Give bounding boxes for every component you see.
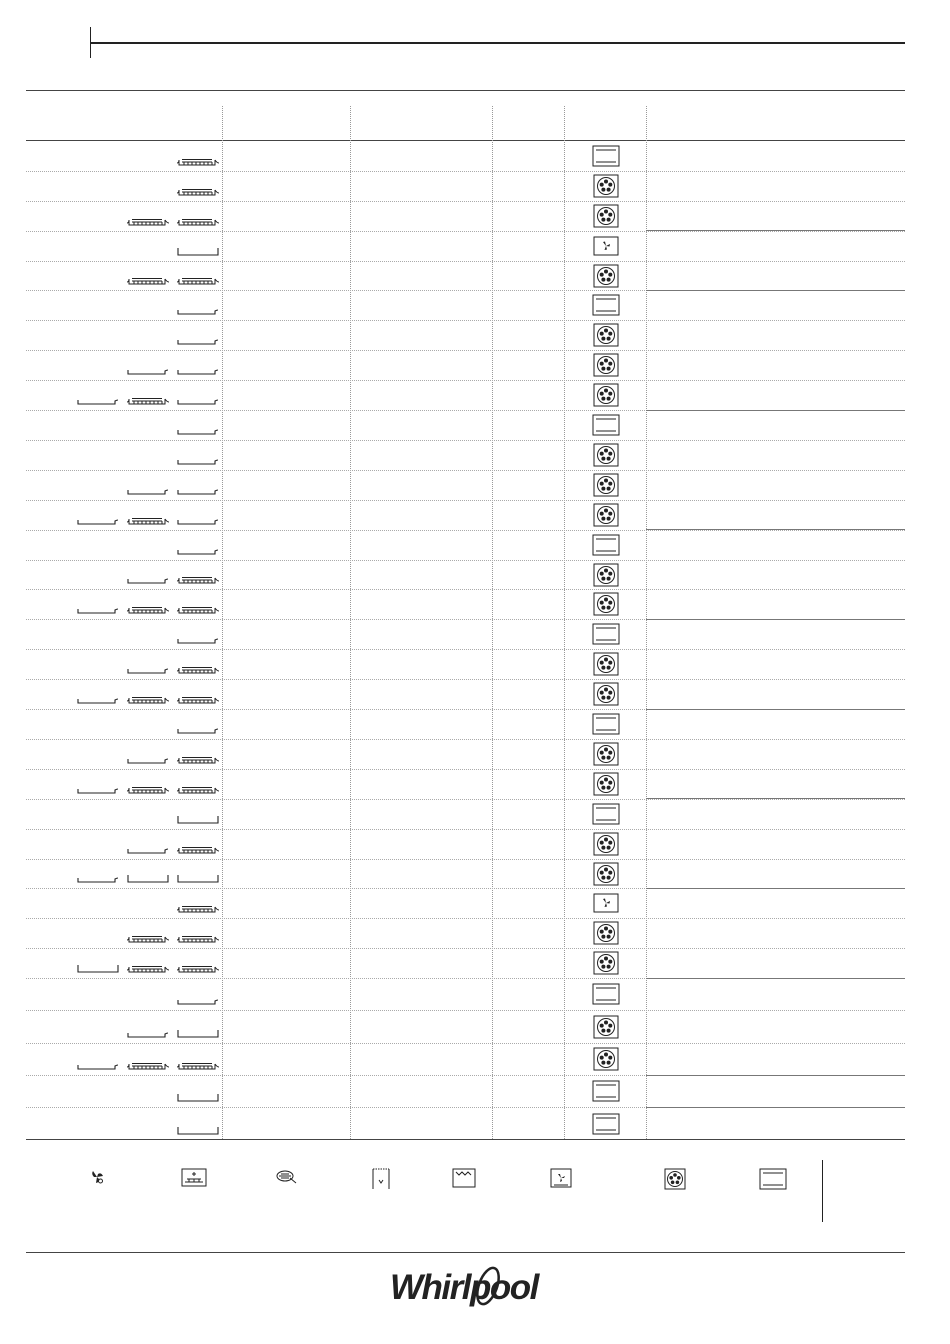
function-cell [565, 1107, 647, 1139]
wire-shelf-icon [127, 934, 169, 944]
table-row [26, 560, 905, 590]
accessory-cell [26, 829, 219, 859]
conventional-heat-icon [592, 713, 620, 735]
accessory-cell [26, 889, 219, 919]
convection-bake-icon [593, 236, 619, 256]
baking-tray-icon [127, 1031, 169, 1039]
baking-tray-icon [127, 757, 169, 765]
wire-shelf-icon [177, 1061, 219, 1071]
wire-shelf-icon [177, 217, 219, 227]
accessory-cell [26, 530, 219, 560]
function-cell [565, 889, 647, 919]
group-divider [646, 1075, 905, 1076]
accessory-cell [26, 948, 219, 978]
accessory-cell [26, 709, 219, 739]
conventional-heat-icon [592, 294, 620, 316]
function-cell [565, 201, 647, 231]
forced-air-icon [593, 353, 619, 377]
function-cell [565, 799, 647, 829]
wire-shelf-icon [127, 217, 169, 227]
accessory-cell [26, 560, 219, 590]
table-row [26, 320, 905, 350]
baking-tray-icon [177, 637, 219, 645]
accessory-cell [26, 769, 219, 799]
svg-text:Whirlpool: Whirlpool [390, 1268, 538, 1307]
group-divider [646, 529, 905, 530]
wire-shelf-icon [127, 396, 169, 406]
table-row [26, 619, 905, 649]
forced-air-icon [593, 772, 619, 796]
table-row [26, 889, 905, 919]
header-rule [91, 42, 905, 44]
baking-tray-icon [177, 518, 219, 526]
accessory-cell [26, 440, 219, 470]
wire-shelf-icon [177, 695, 219, 705]
conventional-heat-icon [592, 534, 620, 556]
forced-air-icon [593, 473, 619, 497]
group-divider [646, 978, 905, 979]
conventional-heat-icon [592, 145, 620, 167]
accessory-cell [26, 799, 219, 829]
wire-shelf-icon [177, 785, 219, 795]
table-row [26, 171, 905, 201]
symbol-legend [0, 1160, 950, 1222]
function-cell [565, 619, 647, 649]
table-row [26, 530, 905, 560]
baking-tray-icon [77, 787, 119, 795]
convection-bake-icon [593, 893, 619, 913]
baking-tray-icon [177, 308, 219, 316]
group-divider [646, 619, 905, 620]
accessory-cell [26, 350, 219, 380]
function-cell [565, 709, 647, 739]
table-row [26, 1043, 905, 1075]
conventional-heat-icon [592, 803, 620, 825]
baking-tray-icon [127, 488, 169, 496]
table-row [26, 141, 905, 171]
accessory-cell [26, 859, 219, 889]
function-cell [565, 679, 647, 709]
baking-tray-icon [77, 518, 119, 526]
function-cell [565, 739, 647, 769]
group-divider [646, 230, 905, 231]
baking-tray-icon [77, 398, 119, 406]
table-row [26, 709, 905, 739]
forced-air-icon [593, 1015, 619, 1039]
function-cell [565, 649, 647, 679]
table-row [26, 440, 905, 470]
table-row [26, 590, 905, 620]
conventional-heat-icon [592, 1113, 620, 1135]
table-row [26, 380, 905, 410]
table-row [26, 799, 905, 829]
footer-rule [26, 1252, 905, 1253]
forced-air-icon [593, 563, 619, 587]
function-cell [565, 410, 647, 440]
wire-shelf-icon [127, 695, 169, 705]
accessory-cell [26, 918, 219, 948]
function-cell [565, 1043, 647, 1075]
baking-tray-icon [177, 398, 219, 406]
forced-air-icon [593, 174, 619, 198]
drip-pan-icon [127, 874, 169, 884]
table-row [26, 231, 905, 261]
baking-tray-icon [177, 998, 219, 1006]
function-cell [565, 530, 647, 560]
function-cell [565, 829, 647, 859]
baking-tray-icon [77, 607, 119, 615]
wire-shelf-icon [127, 785, 169, 795]
baking-tray-icon [77, 1063, 119, 1071]
function-cell [565, 261, 647, 291]
forced-air-icon [664, 1168, 686, 1195]
baking-tray-icon [177, 428, 219, 436]
function-cell [565, 769, 647, 799]
cooking-table [26, 90, 905, 1140]
accessory-cell [26, 1043, 219, 1075]
brand-logo [390, 1262, 550, 1323]
function-cell [565, 978, 647, 1010]
baking-tray-icon [127, 847, 169, 855]
group-divider [646, 410, 905, 411]
wire-shelf-icon [127, 964, 169, 974]
accessory-cell [26, 619, 219, 649]
forced-air-icon [593, 503, 619, 527]
function-cell [565, 859, 647, 889]
wire-shelf-icon [177, 904, 219, 914]
wire-shelf-icon [127, 1061, 169, 1071]
group-divider [646, 798, 905, 799]
accessory-cell [26, 320, 219, 350]
baking-tray-icon [127, 667, 169, 675]
baking-tray-icon [177, 458, 219, 466]
function-cell [565, 590, 647, 620]
drip-pan-icon [177, 1126, 219, 1136]
wire-shelf-icon [177, 276, 219, 286]
forced-air-icon [593, 682, 619, 706]
table-row [26, 649, 905, 679]
baking-tray-icon [177, 368, 219, 376]
table-row [26, 859, 905, 889]
function-cell [565, 380, 647, 410]
forced-air-icon [593, 832, 619, 856]
baking-tray-icon [77, 697, 119, 705]
accessory-cell [26, 649, 219, 679]
table-row [26, 918, 905, 948]
forced-air-icon [593, 1047, 619, 1071]
function-cell [565, 171, 647, 201]
fan-symbol-icon [88, 1168, 106, 1191]
accessory-cell [26, 291, 219, 321]
function-cell [565, 500, 647, 530]
drip-pan-icon [177, 815, 219, 825]
accessory-cell [26, 679, 219, 709]
accessory-cell [26, 978, 219, 1010]
function-cell [565, 470, 647, 500]
function-cell [565, 350, 647, 380]
forced-air-icon [593, 921, 619, 945]
group-divider [646, 888, 905, 889]
conventional-heat-icon [592, 623, 620, 645]
table-row [26, 829, 905, 859]
wire-shelf-icon [177, 964, 219, 974]
drip-pan-icon [177, 1093, 219, 1103]
forced-air-icon [593, 742, 619, 766]
accessory-cell [26, 171, 219, 201]
group-divider [646, 1107, 905, 1108]
table-row [26, 291, 905, 321]
table-row [26, 350, 905, 380]
cooking-tray-icon [181, 1168, 207, 1193]
wire-shelf-icon [177, 157, 219, 167]
conventional-heat-icon [592, 1080, 620, 1102]
accessory-cell [26, 1107, 219, 1139]
table-row [26, 410, 905, 440]
forced-air-icon [593, 652, 619, 676]
function-cell [565, 291, 647, 321]
table-row [26, 739, 905, 769]
function-cell [565, 948, 647, 978]
wire-shelf-icon [177, 755, 219, 765]
table-row [26, 500, 905, 530]
baking-tray-icon [77, 876, 119, 884]
group-divider [646, 290, 905, 291]
baking-tray-icon [127, 368, 169, 376]
drip-pan-icon [177, 874, 219, 884]
table-row [26, 470, 905, 500]
accessory-cell [26, 231, 219, 261]
function-cell [565, 1075, 647, 1107]
wire-shelf-icon [127, 516, 169, 526]
accessory-cell [26, 410, 219, 440]
conventional-heat-icon [592, 414, 620, 436]
accessory-cell [26, 590, 219, 620]
function-cell [565, 141, 647, 171]
accessory-cell [26, 201, 219, 231]
baking-tray-icon [127, 577, 169, 585]
forced-air-icon [593, 443, 619, 467]
meat-probe-icon [276, 1168, 298, 1189]
table-row [26, 978, 905, 1010]
forced-air-icon [593, 204, 619, 228]
accessory-cell [26, 261, 219, 291]
wire-shelf-icon [177, 187, 219, 197]
wire-shelf-icon [127, 276, 169, 286]
wire-shelf-icon [127, 605, 169, 615]
accessory-cell [26, 1011, 219, 1043]
table-row [26, 1011, 905, 1043]
wire-shelf-icon [177, 845, 219, 855]
drip-pan-icon [177, 247, 219, 257]
baking-tray-icon [177, 338, 219, 346]
table-row [26, 201, 905, 231]
accessory-cell [26, 141, 219, 171]
forced-air-icon [593, 323, 619, 347]
drip-tray-icon [371, 1168, 391, 1195]
table-row [26, 679, 905, 709]
baking-tray-icon [177, 727, 219, 735]
function-cell [565, 231, 647, 261]
forced-air-icon [593, 951, 619, 975]
wire-shelf-icon [177, 665, 219, 675]
function-cell [565, 320, 647, 350]
forced-air-icon [593, 862, 619, 886]
drip-pan-icon [177, 1029, 219, 1039]
baking-tray-icon [177, 488, 219, 496]
function-cell [565, 1011, 647, 1043]
function-cell [565, 440, 647, 470]
accessory-cell [26, 1075, 219, 1107]
table-row [26, 769, 905, 799]
group-divider [646, 709, 905, 710]
conventional-heat-icon [759, 1168, 787, 1195]
table-row [26, 948, 905, 978]
forced-air-icon [593, 383, 619, 407]
wire-shelf-icon [177, 575, 219, 585]
top-heat-icon [452, 1168, 476, 1193]
convection-bake-icon [550, 1168, 572, 1193]
table-row [26, 261, 905, 291]
accessory-cell [26, 739, 219, 769]
function-cell [565, 560, 647, 590]
accessory-cell [26, 500, 219, 530]
wire-shelf-icon [177, 934, 219, 944]
conventional-heat-icon [592, 983, 620, 1005]
table-row [26, 1075, 905, 1107]
function-cell [565, 918, 647, 948]
drip-pan-icon [77, 964, 119, 974]
forced-air-icon [593, 264, 619, 288]
legend-divider [822, 1160, 823, 1222]
baking-tray-icon [177, 548, 219, 556]
accessory-cell [26, 380, 219, 410]
wire-shelf-icon [177, 605, 219, 615]
forced-air-icon [593, 592, 619, 616]
accessory-cell [26, 470, 219, 500]
table-row [26, 1107, 905, 1139]
